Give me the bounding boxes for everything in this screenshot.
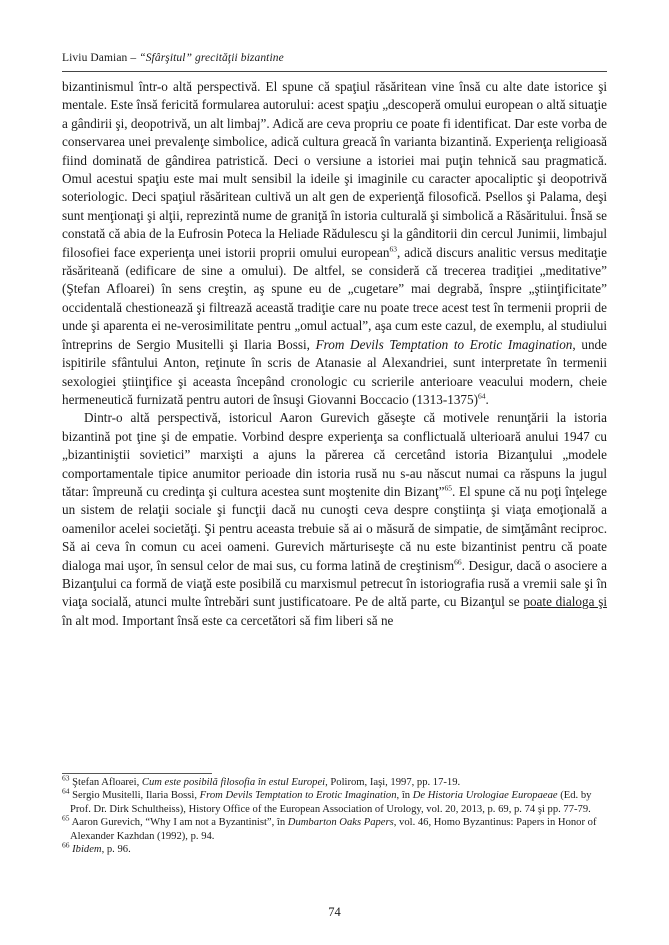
footnote-ref-63[interactable]: 63 bbox=[389, 244, 397, 254]
footnote-text: (Ed. by Prof. Dr. Dirk Schultheiss), History Office of the European Association of Urology, vol. 20, 2013, p. 69, p. 74 şi pp. 77-79. bbox=[70, 790, 592, 815]
footnote-italic: From Devils Temptation to Erotic Imagination bbox=[199, 790, 397, 802]
header-title: “Sfârşitul” grecităţii bizantine bbox=[139, 52, 284, 64]
paragraph-2-text-d: în alt mod. Important însă este ca cercetători să fim liberi să ne bbox=[62, 612, 394, 628]
footnote-text: , p. 96. bbox=[101, 844, 131, 856]
footnote-text: , în bbox=[396, 790, 413, 802]
paragraph-1-text-a: bizantinismul într-o altă perspectivă. El spune că spaţiul răsăritean vine însă cu alte date istorice şi mentale. Este însă fericită formularea autorului: acest spaţiu „descoperă omului european o altă situaţie a gândirii şi, deopotrivă, un alt limbaj”. Adică are ceva propriu ce poate fi identificat. Dar este vorba de conservarea unei prevalenţe simbolice, adică cultura greacă în varianta bizantină. Experienţa religioasă fiind dominată de gândirea patristică. Deci o versiune a istoriei mai puţin tehnică sau pragmatică. Omul acestui spaţiu este mai mult sensibil la ideile şi imaginile cu caracter apocaliptic şi deopotrivă soteriologic. Deci spaţiul răsăritean cultivă un alt gen de experienţă filosofică. Psellos şi Palama, deşi sunt menţionaţi şi alţii, reprezintă nume de graniţă în istoria culturală şi simbolică a Răsăritului. Însă se constată că abia de la Eufrosin Poteca la Heliade Rădulescu şi la gânditorii din cercul Junimii, limbajul filosofiei face experienţa unei istorii proprii omului european bbox=[62, 79, 607, 260]
paragraph-2-text-c: . Desigur, dacă o asociere a Bizanţului ca formă de viaţă este posibilă cu marxismul petrecut în istoriografia rusă a vremii sale şi în viaţa socială, atunci multe întrebări sunt justificatoare. Pe de altă parte, cu Bizanţul se bbox=[62, 557, 607, 610]
footnote-64 bbox=[62, 786, 607, 816]
header-author: Liviu Damian – bbox=[62, 52, 140, 64]
header-rule bbox=[62, 71, 607, 72]
footnote-text: Sergio Musitelli, Ilaria Bossi, bbox=[69, 790, 200, 802]
body-text bbox=[62, 78, 607, 630]
footnote-italic: Ibidem bbox=[72, 844, 102, 856]
footnote-italic: De Historia Urologiae Europaeae bbox=[412, 790, 558, 802]
footnote-65 bbox=[62, 813, 607, 843]
paragraph-1-text-d: . bbox=[485, 391, 489, 407]
footnote-italic: Cum este posibilă filosofia în estul Europei bbox=[141, 777, 326, 788]
paragraph-2-text-b: . El spune că nu poţi înţelege un sistem de relaţii sociale şi funcţii dacă nu cunoşti ceva despre conştiinţa şi viaţa emoţională a oamenilor acelei societăţi. Şi pentru aceasta trebuie să ai o măsură de simpatie, de simţământ reciproc. Să ai ceva în comun cu acei oameni. Gurevich mărturiseşte că nu este bizantinist pentru că poate dialoga mai uşor, în sensul celor de mai sus, cu forma latină de creştinism bbox=[62, 483, 607, 573]
footnote-number: 65 bbox=[62, 813, 70, 823]
cited-title: From Devils Temptation to Erotic Imagination bbox=[315, 336, 573, 352]
footnote-66 bbox=[62, 840, 607, 856]
footnote-ref-65[interactable]: 65 bbox=[444, 483, 452, 493]
paragraph-2-text-a: Dintr-o altă perspectivă, istoricul Aaron Gurevich găseşte că motivele renunţării la istoria bizantină pot ţine şi de empatie. Vorbind despre experienţa sa conflictuală ulterioară anului 1947 cu „bizantiniştii sovietici” marxişti a ajuns la părerea că cercetând istoria Bizanţului „modele comportamentale tipice anumitor perioade din istoria rusă nu s-au născut numai ca răspuns la jugul tătar: împreună cu credinţa şi cultura acestea sunt moştenite din Bizanţ” bbox=[62, 410, 607, 499]
paragraph-1-text-b: , adică discurs analitic versus meditaţie răsăriteană (edificare de sine a omului). De altfel, se consideră că trecerea tradiţiei „meditative” (Ştefan Afloarei) în sens creştin, aş spune eu de „cugetare” mai degrabă, înspre „ştiinţificitate” occidentală chestionează şi filtrează această tradiţie care nu poate trece acest test în termenii proprii de unde şi aparenta ei ne-verosimilitate pentru „omul actual”, aşa cum este cazul, de exemplu, al studiului întreprins de Sergio Musitelli şi Ilaria Bossi, bbox=[62, 244, 608, 352]
footnote-rule bbox=[62, 773, 212, 774]
running-header bbox=[62, 52, 607, 64]
footnote-ref-64[interactable]: 64 bbox=[478, 391, 486, 401]
footnote-63 bbox=[62, 773, 607, 789]
paragraph-1 bbox=[62, 78, 607, 409]
footnote-ref-66[interactable]: 66 bbox=[454, 557, 462, 567]
paragraph-2 bbox=[62, 409, 607, 630]
footnotes bbox=[62, 773, 607, 856]
footnote-text: , Polirom, Iaşi, 1997, pp. 17-19. bbox=[325, 777, 461, 788]
footnote-text: , vol. 46, Homo Byzantinus: Papers in Honor of Alexander Kazhdan (1992), p. 94. bbox=[70, 817, 597, 842]
footnote-text: Aaron Gurevich, “Why I am not a Byzantinist”, în bbox=[69, 817, 288, 829]
footnote-italic: Dumbarton Oaks Papers bbox=[287, 817, 394, 829]
footnote-number: 64 bbox=[62, 786, 70, 796]
underlined-phrase: poate dialoga şi bbox=[523, 594, 608, 610]
page-number: 74 bbox=[328, 905, 341, 919]
footnote-text: Ştefan Afloarei, bbox=[69, 777, 142, 788]
paragraph-1-text-c: , unde ispitirile sfântului Anton, reţinute în scris de Atanasie al Alexandriei, sunt interpretate în termenii sexologiei ştiinţifice şi aceasta începând cronologic cu scrierile anterioare veacului modern, cheie hermeneutică furnizată pentru autori de însuşi Giovanni Boccacio (1313-1375) bbox=[62, 336, 607, 407]
footnote-number: 66 bbox=[62, 840, 70, 850]
footnote-number: 63 bbox=[62, 773, 70, 783]
